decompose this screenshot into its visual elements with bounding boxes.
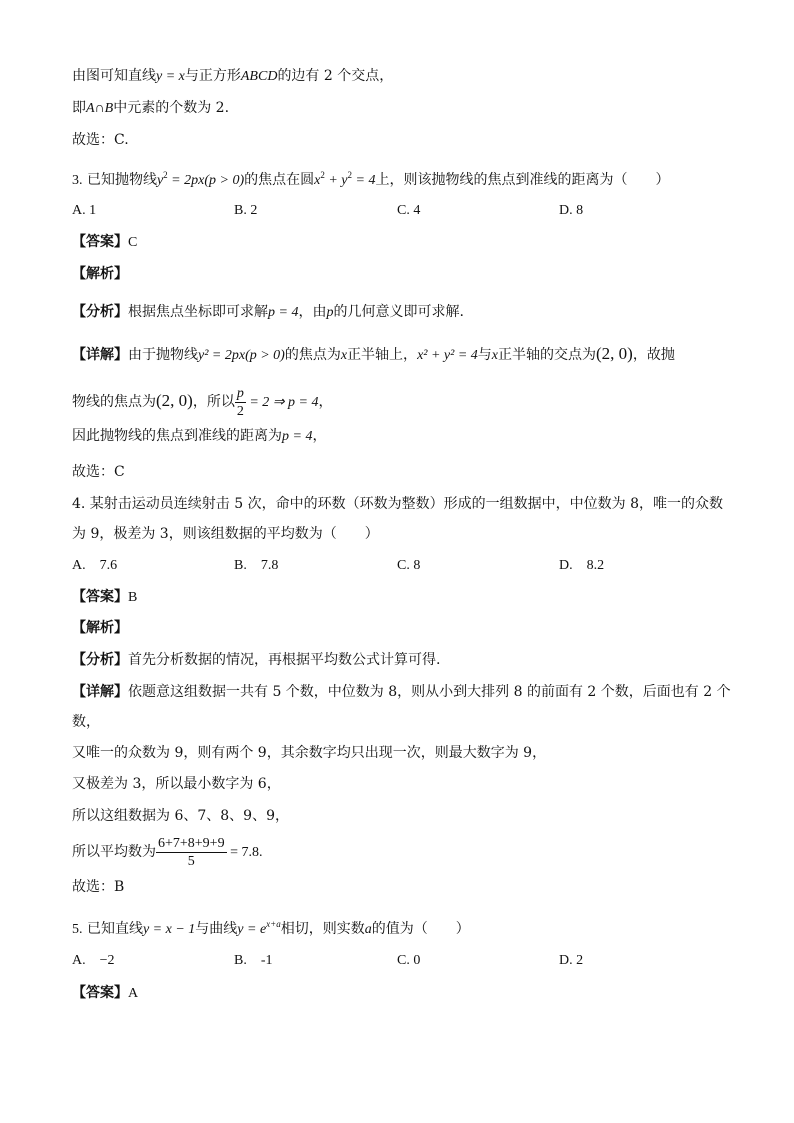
math-expression: (2, 0) bbox=[596, 344, 633, 363]
text: 的值为（ ） bbox=[371, 921, 470, 937]
answer-line bbox=[72, 587, 137, 608]
text: 的焦点在圆 bbox=[244, 172, 315, 188]
text: 所以平均数为 bbox=[72, 844, 156, 860]
detail-tag: 【详解】 bbox=[72, 684, 128, 700]
fraction-numerator: p bbox=[236, 385, 244, 401]
math-expression: x bbox=[491, 348, 498, 363]
math-expression: p = 4 bbox=[282, 429, 313, 444]
answer-tag: 【答案】 bbox=[72, 985, 128, 1001]
text: 首先分析数据的情况，再根据平均数公式计算可得. bbox=[128, 652, 441, 668]
option-b: B. 7.8 bbox=[234, 558, 279, 573]
text-line bbox=[72, 98, 229, 119]
fraction bbox=[235, 385, 246, 420]
math-expression: = 7.8. bbox=[226, 845, 263, 860]
math-expression: = 2px(p > 0) bbox=[167, 173, 245, 188]
detail-line bbox=[72, 344, 675, 366]
text: 即 bbox=[72, 100, 86, 116]
analysis-tag: 【分析】 bbox=[72, 304, 128, 320]
math-expression: y = e bbox=[237, 922, 267, 937]
math-expression: (2, 0) bbox=[156, 391, 193, 410]
analysis-tag: 【分析】 bbox=[72, 652, 128, 668]
text: 上，则该抛物线的焦点到准线的距离为（ ） bbox=[375, 172, 670, 188]
text: 正半轴的交点为 bbox=[498, 347, 596, 363]
text: 的边有 2 个交点， bbox=[277, 68, 394, 84]
option-c: C. 0 bbox=[397, 953, 421, 968]
answer-select-line: 故选：B bbox=[72, 879, 125, 895]
detail-line: 数， bbox=[72, 714, 100, 730]
math-expression: y bbox=[156, 173, 164, 188]
analysis-heading: 【解析】 bbox=[72, 266, 128, 282]
text: 已知直线 bbox=[86, 921, 143, 937]
detail-line bbox=[72, 383, 332, 421]
math-expression: p = 4 bbox=[268, 305, 299, 320]
math-expression: x bbox=[340, 348, 348, 363]
math-expression: y² = 2px(p > 0) bbox=[198, 348, 285, 363]
detail-line: 所以这组数据为 6、7、8、9、9， bbox=[72, 808, 289, 824]
fraction bbox=[156, 835, 227, 870]
text: 与曲线 bbox=[195, 921, 238, 937]
text: 与 bbox=[477, 347, 492, 363]
option-c: C. 8 bbox=[397, 558, 421, 573]
question-4: 4. 某射击运动员连续射击 5 次，命中的环数（环数为整数）形成的一组数据中，中位数为 8，唯一的众数 bbox=[72, 496, 723, 512]
answer-value: C bbox=[128, 235, 138, 250]
detail-tag: 【详解】 bbox=[72, 347, 128, 363]
math-expression: y = x − 1 bbox=[142, 922, 196, 937]
option-d: D. 8 bbox=[559, 203, 584, 218]
answer-tag: 【答案】 bbox=[72, 589, 128, 605]
answer-select-line: 故选：C bbox=[72, 464, 125, 480]
answer-value: A bbox=[128, 986, 139, 1001]
math-expression: = 2 ⇒ p = 4 bbox=[245, 395, 319, 410]
fraction-denominator: 5 bbox=[187, 853, 195, 869]
detail-line: 又唯一的众数为 9，则有两个 9，其余数字均只出现一次，则最大数字为 9， bbox=[72, 745, 547, 761]
text: 相切，则实数 bbox=[280, 921, 365, 937]
option-b: B. -1 bbox=[234, 953, 273, 968]
answer-value: B bbox=[128, 590, 138, 605]
answer-line bbox=[72, 983, 138, 1004]
text: ，所以 bbox=[192, 394, 235, 410]
analysis-heading: 【解析】 bbox=[72, 620, 128, 636]
detail-line bbox=[72, 834, 263, 871]
math-expression: a bbox=[364, 922, 372, 937]
fraction-denominator: 2 bbox=[236, 403, 244, 419]
math-expression: p bbox=[326, 305, 334, 320]
math-expression: x bbox=[314, 173, 321, 188]
answer-tag: 【答案】 bbox=[72, 234, 128, 250]
math-expression: A∩B bbox=[86, 101, 114, 116]
detail-line bbox=[72, 682, 731, 702]
question-5 bbox=[72, 914, 470, 940]
option-b: B. 2 bbox=[234, 203, 258, 218]
detail-line: 又极差为 3，所以最小数字为 6， bbox=[72, 776, 281, 792]
math-expression: x² + y² = 4 bbox=[417, 348, 478, 363]
math-superscript: x+a bbox=[266, 919, 281, 929]
text: ， bbox=[318, 394, 333, 410]
text: ，故抛 bbox=[632, 347, 675, 363]
analysis-line bbox=[72, 650, 440, 670]
option-d: D. 8.2 bbox=[559, 558, 605, 573]
question-number: 5. bbox=[72, 922, 83, 937]
answer-line bbox=[72, 232, 137, 253]
option-c: C. 4 bbox=[397, 203, 421, 218]
fraction-numerator: 6+7+8+9+9 bbox=[158, 835, 225, 851]
text-line bbox=[72, 66, 393, 87]
question-4-cont: 为 9，极差为 3，则该组数据的平均数为（ ） bbox=[72, 526, 379, 542]
text: ，由 bbox=[298, 304, 327, 320]
option-d: D. 2 bbox=[559, 953, 584, 968]
text: 正半轴上， bbox=[347, 347, 418, 363]
text: 的焦点为 bbox=[284, 347, 341, 363]
math-expression: + y bbox=[324, 173, 348, 188]
option-a: A. 1 bbox=[72, 203, 97, 218]
text: 依题意这组数据一共有 5 个数，中位数为 8，则从小到大排列 8 的前面有 2 个数，后面也有 2 个 bbox=[128, 684, 731, 700]
text: 因此抛物线的焦点到准线的距离为 bbox=[72, 428, 282, 444]
text: 的几何意义即可求解. bbox=[333, 304, 464, 320]
question-number: 3. bbox=[72, 173, 83, 188]
option-a: A. −2 bbox=[72, 953, 115, 968]
text: 根据焦点坐标即可求解 bbox=[128, 304, 268, 320]
text: 中元素的个数为 2. bbox=[113, 100, 230, 116]
answer-select-line: 故选：C. bbox=[72, 132, 129, 148]
option-a: A. 7.6 bbox=[72, 558, 118, 573]
text: 由图可知直线 bbox=[72, 68, 156, 84]
text: 已知抛物线 bbox=[86, 172, 157, 188]
text: ， bbox=[312, 428, 327, 444]
text: 与正方形 bbox=[184, 68, 241, 84]
detail-line bbox=[72, 426, 326, 447]
text: 物线的焦点为 bbox=[72, 394, 156, 410]
math-expression: y = x bbox=[156, 69, 185, 84]
math-expression: = 4 bbox=[352, 173, 376, 188]
text: 由于抛物线 bbox=[128, 347, 198, 363]
math-expression: ABCD bbox=[240, 69, 278, 84]
analysis-line bbox=[72, 302, 464, 323]
question-3: 3. 已知抛物线$y^2 = 2px(p > 0)$的焦点在圆$x^2 + y^2 = 4$上，则该抛物线的焦点到准线的距离为（ ） bbox=[72, 170, 670, 188]
